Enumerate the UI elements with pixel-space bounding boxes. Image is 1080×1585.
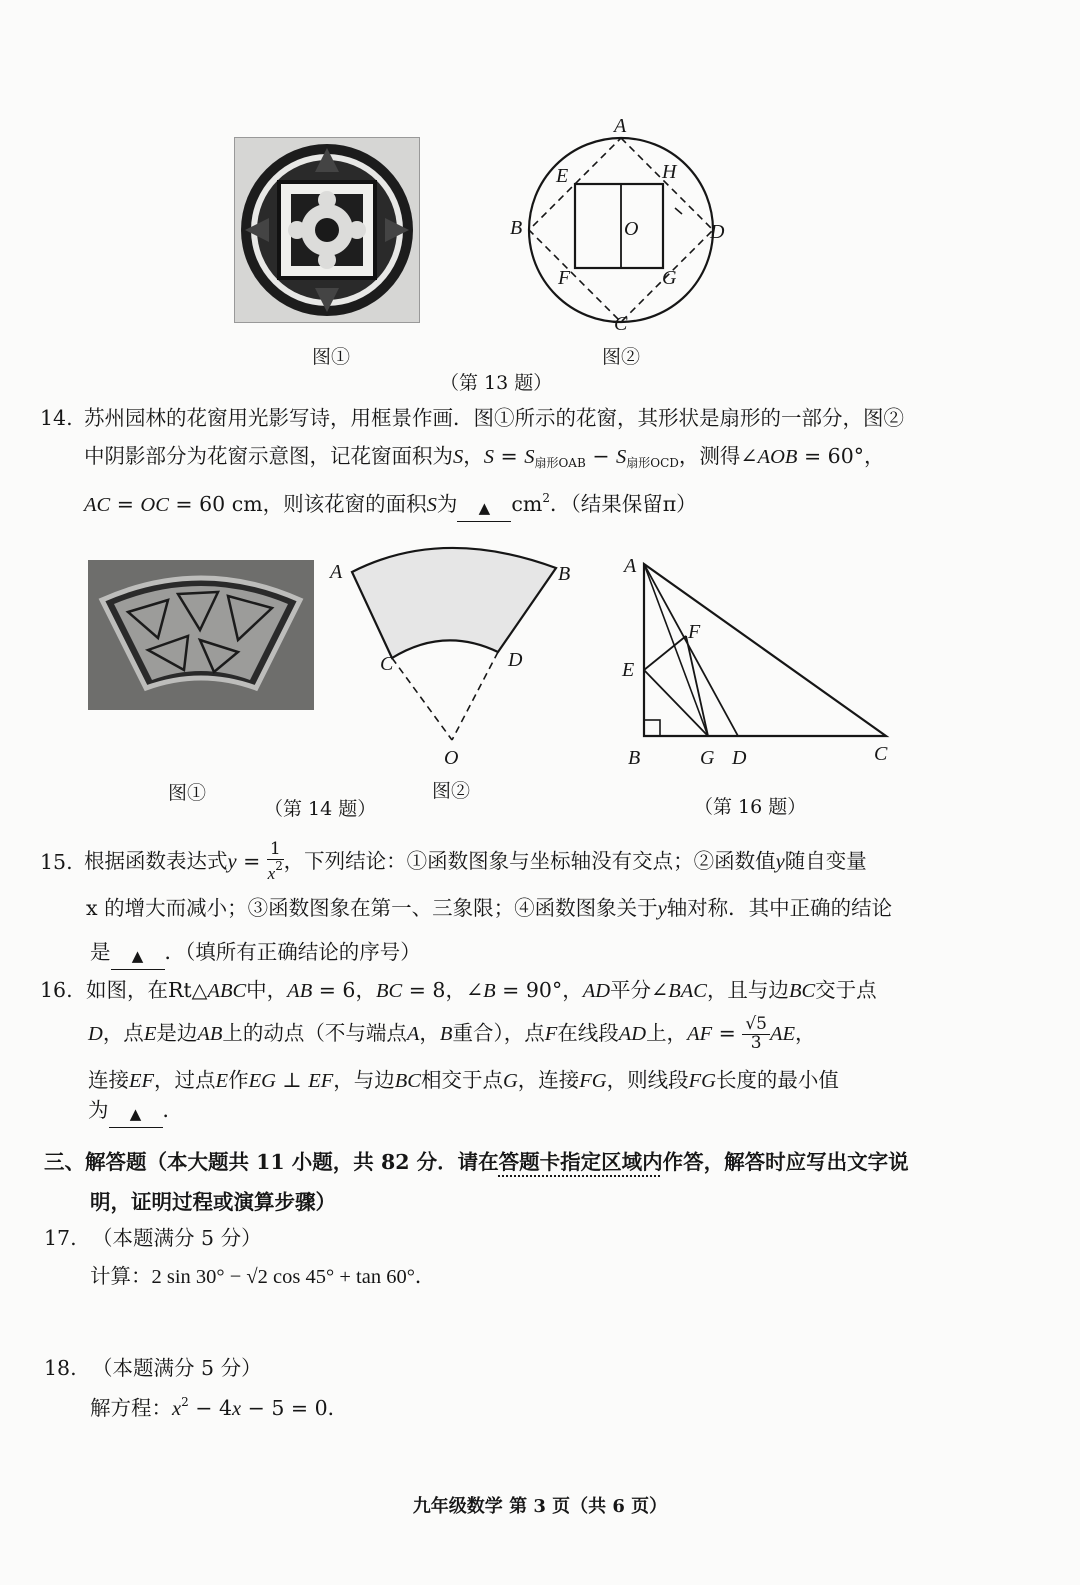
- q13-point-A: A: [614, 115, 627, 137]
- q16-answer-blank[interactable]: ▲: [109, 1107, 163, 1128]
- section-3-heading-line-2: 明，证明过程或演算步骤）: [90, 1190, 336, 1214]
- q16-point-A: A: [624, 555, 637, 577]
- q14-line-3: AC = OC = 60 cm，则该花窗的面积S为 ▲ $cm^2$．（结果保留π）: [84, 492, 697, 522]
- q16-number: 16.: [40, 978, 73, 1002]
- q17-problem: 计算：2 sin 30° − √2 cos 45° + tan 60°．: [90, 1264, 436, 1288]
- lattice-window-illustration: [235, 138, 419, 322]
- q15-line-3: 是 ▲ ．（填所有正确结论的序号）: [90, 942, 421, 970]
- q13-point-C: C: [614, 313, 628, 335]
- q17-number: 17.: [44, 1226, 77, 1250]
- q15-fraction: $\frac{1}{x^2}$: [267, 839, 283, 883]
- q16-point-C: C: [874, 743, 888, 765]
- q18-problem: 解方程：$x^2 - 4x - 5 = 0$．: [90, 1395, 349, 1420]
- q14-point-B: B: [558, 563, 571, 585]
- q14-point-O: O: [444, 747, 459, 769]
- q13-fig1-label: 图①: [312, 346, 351, 368]
- q14-line-1: 苏州园林的花窗用光影写诗，用框景作画．图①所示的花窗，其形状是扇形的一部分，图②: [84, 406, 904, 430]
- fan-window-illustration: [88, 560, 314, 710]
- q16-point-D: D: [732, 747, 747, 769]
- q18-score: （本题满分 5 分）: [92, 1356, 262, 1380]
- q14-answer-blank[interactable]: ▲: [457, 501, 511, 522]
- page-footer: 九年级数学 第 3 页（共 6 页）: [412, 1496, 668, 1517]
- section-3-heading-line-1: 三、解答题（本大题共 11 小题，共 82 分．请在答题卡指定区域内作答，解答时应写出文字说: [44, 1150, 909, 1174]
- q15-line-2: x 的增大而减小；③函数图象在第一、三象限；④函数图象关于y轴对称．其中正确的结论: [86, 896, 893, 920]
- q13-figure-2-diagram: [500, 108, 760, 338]
- q15-line-1: 根据函数表达式y = $\frac{1}{x^2}$ ，下列结论：①函数图象与坐标轴没有交点；②函数值y随自变量: [84, 839, 867, 883]
- q14-caption: （第 14 题）: [264, 798, 377, 820]
- q18-number: 18.: [44, 1356, 77, 1380]
- q14-point-A: A: [330, 561, 343, 583]
- q14-number: 14.: [40, 406, 73, 430]
- q13-point-F: F: [558, 267, 571, 289]
- q13-caption: （第 13 题）: [440, 372, 553, 394]
- q13-figure-1-photo: [234, 137, 420, 323]
- q16-caption: （第 16 题）: [694, 796, 807, 818]
- q16-point-E: E: [622, 659, 635, 681]
- q16-point-G: G: [700, 747, 715, 769]
- q14-fig2-label: 图②: [432, 780, 471, 802]
- q14-point-C: C: [380, 653, 394, 675]
- q17-score: （本题满分 5 分）: [92, 1226, 262, 1250]
- q16-point-F: F: [688, 621, 701, 643]
- q13-point-D: D: [710, 221, 725, 243]
- q14-figure-1-photo: [88, 560, 314, 710]
- q15-number: 15.: [40, 850, 73, 874]
- q13-point-B: B: [510, 217, 523, 239]
- q16-line-3: 连接EF，过点E作EG ⊥ EF，与边BC相交于点G，连接FG，则线段FG长度的最小值: [88, 1068, 839, 1092]
- q13-point-H: H: [662, 161, 677, 183]
- q16-fraction: $\frac{√5}{3}$: [742, 1016, 770, 1053]
- q16-figure-diagram: [612, 552, 902, 772]
- q14-line-2: 中阴影部分为花窗示意图，记花窗面积为S，$S = S_{扇形OAB} - S_{扇形OCD}$，测得∠AOB = 60°，: [84, 444, 885, 470]
- q16-line-2: D，点E是边AB上的动点（不与端点A，B重合），点F在线段AD上，AF = $\frac{√5}{3}$ AE，: [88, 1014, 816, 1053]
- q13-point-O: O: [624, 218, 639, 240]
- q14-point-D: D: [508, 649, 523, 671]
- q15-answer-blank[interactable]: ▲: [111, 949, 165, 970]
- q16-line-4: 为 ▲ ．: [88, 1100, 183, 1128]
- q14-fig1-label: 图①: [168, 782, 207, 804]
- q13-point-G: G: [662, 267, 677, 289]
- q16-line-1: 如图，在Rt△ABC中，AB = 6，BC = 8，∠B = 90°，AD平分∠BAC，且与边BC交于点: [86, 978, 877, 1002]
- q13-point-E: E: [556, 165, 569, 187]
- q16-point-B: B: [628, 747, 641, 769]
- q13-fig2-label: 图②: [602, 346, 641, 368]
- q14-figure-2-diagram: [326, 530, 586, 770]
